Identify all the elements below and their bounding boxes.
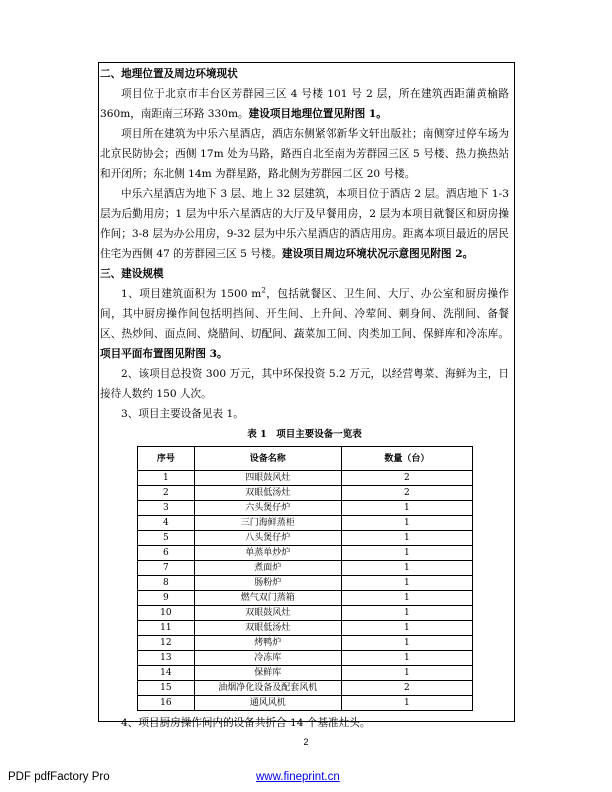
- paragraph-area: [100, 284, 509, 364]
- cell-name: 油烟净化设备及配套风机: [194, 681, 341, 696]
- footer-pdf-label: PDF pdfFactory Pro: [8, 771, 110, 783]
- table-row: [138, 666, 473, 681]
- paragraph-area-text-b: ，包括就餐区、卫生间、大厅、办公室和厨房操作间，其中厨房操作间包括明挡间、开生间、上升间、冷荤间、刺身间、洗削间、备餐区、热炒间、面点间、烧腊间、切配间、蔬菜加工间、肉类加工间、保鲜库和冷冻库。: [100, 288, 509, 340]
- cell-no: 15: [138, 681, 195, 696]
- cell-qty: 1: [341, 606, 472, 621]
- cell-name: 双眼鼓风灶: [194, 606, 341, 621]
- cell-qty: 1: [341, 696, 472, 711]
- paragraph-investment: 2、该项目总投资 300 万元，其中环保投资 5.2 万元，以经营粤菜、海鲜为主，日接待人数约 150 人次。: [100, 368, 509, 400]
- table-row: [138, 471, 473, 486]
- cell-name: 肠粉炉: [194, 576, 341, 591]
- footer-link[interactable]: www.fineprint.cn: [256, 771, 340, 783]
- table-row: [138, 576, 473, 591]
- paragraph-area-ref: 项目平面布置图见附图 3。: [100, 348, 228, 360]
- table-row: [138, 546, 473, 561]
- cell-qty: 1: [341, 666, 472, 681]
- page-number: 2: [303, 737, 309, 747]
- cell-name: 燃气双门蒸箱: [194, 591, 341, 606]
- header-name: 设备名称: [194, 447, 341, 471]
- paragraph-location: [100, 84, 509, 124]
- equipment-table-body: [138, 471, 473, 711]
- cell-no: 9: [138, 591, 195, 606]
- header-no: 序号: [138, 447, 195, 471]
- header-qty: 数量（台）: [341, 447, 472, 471]
- cell-name: 双眼低汤灶: [194, 486, 341, 501]
- table-row: [138, 591, 473, 606]
- section-heading-scale: 三、建设规模: [100, 268, 164, 280]
- cell-name: 双眼低汤灶: [194, 621, 341, 636]
- cell-qty: 1: [341, 576, 472, 591]
- cell-name: 保鲜库: [194, 666, 341, 681]
- cell-no: 11: [138, 621, 195, 636]
- table-row: [138, 636, 473, 651]
- cell-name: 烤鸭炉: [194, 636, 341, 651]
- table-row: [138, 501, 473, 516]
- cell-no: 8: [138, 576, 195, 591]
- cell-qty: 1: [341, 591, 472, 606]
- cell-no: 14: [138, 666, 195, 681]
- cell-qty: 1: [341, 516, 472, 531]
- cell-name: 六头煲仔炉: [194, 501, 341, 516]
- cell-qty: 1: [341, 531, 472, 546]
- cell-qty: 1: [341, 651, 472, 666]
- paragraph-location-ref: 建设项目地理位置见附图 1。: [248, 108, 387, 120]
- cell-name: 三门海鲜蒸柜: [194, 516, 341, 531]
- paragraph-equipment-intro: 3、项目主要设备见表 1。: [121, 408, 244, 420]
- cell-no: 4: [138, 516, 195, 531]
- cell-name: 单蒸单炒炉: [194, 546, 341, 561]
- table-row: [138, 621, 473, 636]
- cell-no: 12: [138, 636, 195, 651]
- section-heading-location: 二、地理位置及周边环境现状: [100, 68, 238, 80]
- cell-no: 16: [138, 696, 195, 711]
- cell-name: 煮面炉: [194, 561, 341, 576]
- cell-qty: 2: [341, 486, 472, 501]
- paragraph-location-text: 项目位于北京市丰台区芳群园三区 4 号楼 101 号 2 层，所在建筑西距蒲黄榆路 360m，南距南三环路 330m。: [100, 88, 509, 120]
- table-row: [138, 531, 473, 546]
- document-body: [100, 64, 509, 733]
- cell-no: 13: [138, 651, 195, 666]
- cell-qty: 1: [341, 501, 472, 516]
- cell-qty: 1: [341, 636, 472, 651]
- paragraph-hotel: [100, 184, 509, 264]
- table-caption: 表 1 项目主要设备一览表: [247, 429, 362, 440]
- table-row: [138, 681, 473, 696]
- table-row: [138, 561, 473, 576]
- area-unit-superscript: 2: [261, 286, 266, 295]
- cell-qty: 1: [341, 561, 472, 576]
- cell-no: 10: [138, 606, 195, 621]
- cell-no: 3: [138, 501, 195, 516]
- paragraph-surroundings: 项目所在建筑为中乐六星酒店，酒店东侧紧邻新华文轩出版社；南侧穿过停车场为北京民防协会；西侧 17m 处为马路，路西自北至南为芳群园三区 5 号楼、热力换热站和开闭所；东北侧 14m 为群星路，路北侧为芳群园二区 20 号楼。: [100, 128, 509, 180]
- cell-name: 通风风机: [194, 696, 341, 711]
- table-row: [138, 651, 473, 666]
- table-row: [138, 516, 473, 531]
- table-row: [138, 606, 473, 621]
- cell-no: 6: [138, 546, 195, 561]
- cell-name: 四眼鼓风灶: [194, 471, 341, 486]
- cell-qty: 1: [341, 546, 472, 561]
- cell-name: 冷冻库: [194, 651, 341, 666]
- paragraph-burner-count: 4、项目厨房操作间内的设备共折合 14 个基准灶头。: [121, 717, 371, 729]
- table-row: [138, 696, 473, 711]
- paragraph-area-text-a: 1、项目建筑面积为 1500 m: [121, 288, 262, 300]
- cell-no: 5: [138, 531, 195, 546]
- table-row: [138, 486, 473, 501]
- cell-no: 2: [138, 486, 195, 501]
- equipment-table: [137, 446, 473, 711]
- cell-no: 1: [138, 471, 195, 486]
- paragraph-hotel-ref: 建设项目周边环境状况示意图见附图 2。: [282, 248, 474, 260]
- cell-name: 八头煲仔炉: [194, 531, 341, 546]
- cell-qty: 2: [341, 681, 472, 696]
- cell-qty: 2: [341, 471, 472, 486]
- cell-qty: 1: [341, 621, 472, 636]
- cell-no: 7: [138, 561, 195, 576]
- table-header-row: [138, 447, 473, 471]
- paragraph-hotel-text: 中乐六星酒店为地下 3 层、地上 32 层建筑，本项目位于酒店 2 层。酒店地下 1-3 层为后勤用房；1 层为中乐六星酒店的大厅及早餐用房，2 层为本项目就餐区和厨房操作间；3-8 层为办公用房，9-32 层为中乐六星酒店的酒店用房。距离本项目最近的居民住宅为西侧 47 的芳群园三区 5 号楼。: [100, 188, 509, 260]
